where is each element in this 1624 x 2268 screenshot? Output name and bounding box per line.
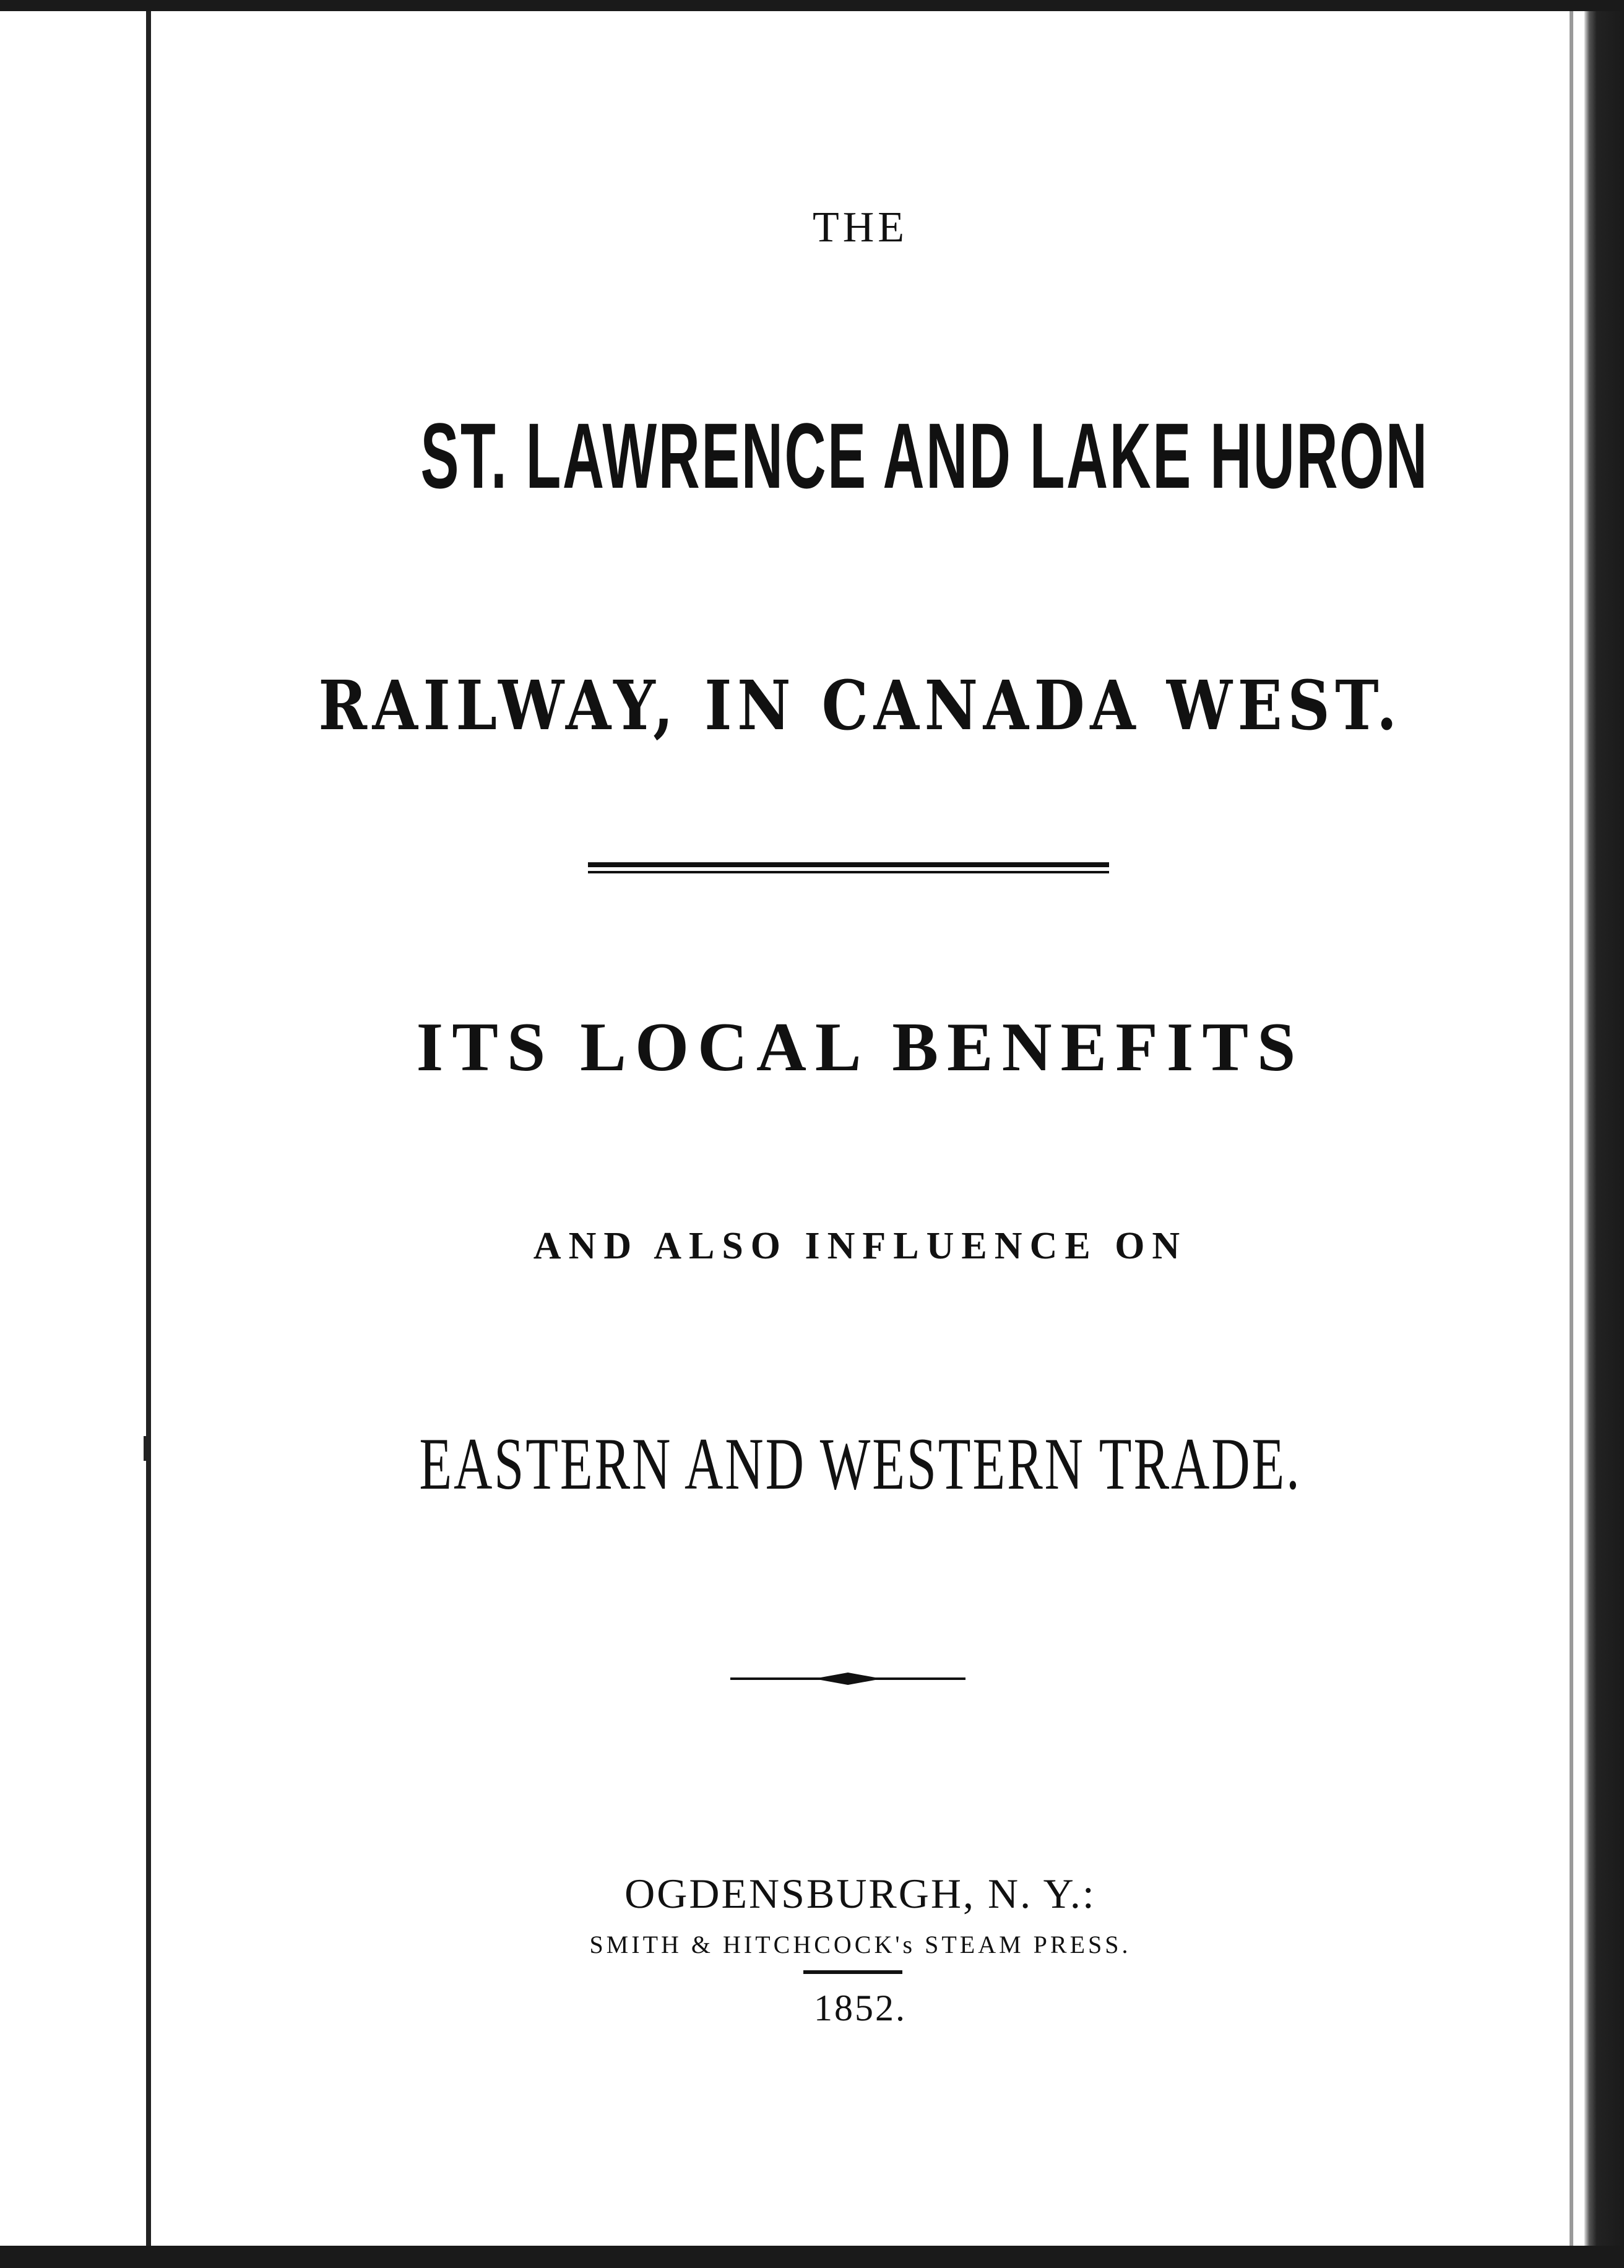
page-gutter-line — [146, 11, 151, 2246]
imprint-rule — [803, 1970, 902, 1974]
imprint-printer: SMITH & HITCHCOCK's STEAM PRESS. — [589, 1931, 1131, 1959]
scan-border-top — [0, 0, 1624, 11]
double-rule-lower — [588, 871, 1109, 873]
title-article: THE — [812, 204, 909, 251]
scan-border-bottom — [0, 2246, 1624, 2268]
subtitle-line-2: EASTERN AND WESTERN TRADE. — [419, 1422, 1302, 1505]
double-rule-upper — [588, 862, 1109, 867]
facing-page-margin — [0, 11, 146, 2246]
margin-speck — [144, 1436, 151, 1461]
page-edge-line — [1570, 11, 1573, 2246]
main-title-line-1: ST. LAWRENCE AND LAKE HURON — [420, 404, 1429, 508]
scan-border-right — [1584, 11, 1624, 2246]
ornamental-rule — [730, 1666, 965, 1691]
imprint-place: OGDENSBURGH, N. Y.: — [624, 1870, 1096, 1917]
main-title-line-2: RAILWAY, IN CANADA WEST. — [318, 665, 1402, 745]
imprint-year: 1852. — [814, 1988, 907, 2028]
subtitle-connector: AND ALSO INFLUENCE ON — [533, 1225, 1188, 1267]
subtitle: ITS LOCAL BENEFITS — [416, 1009, 1305, 1086]
